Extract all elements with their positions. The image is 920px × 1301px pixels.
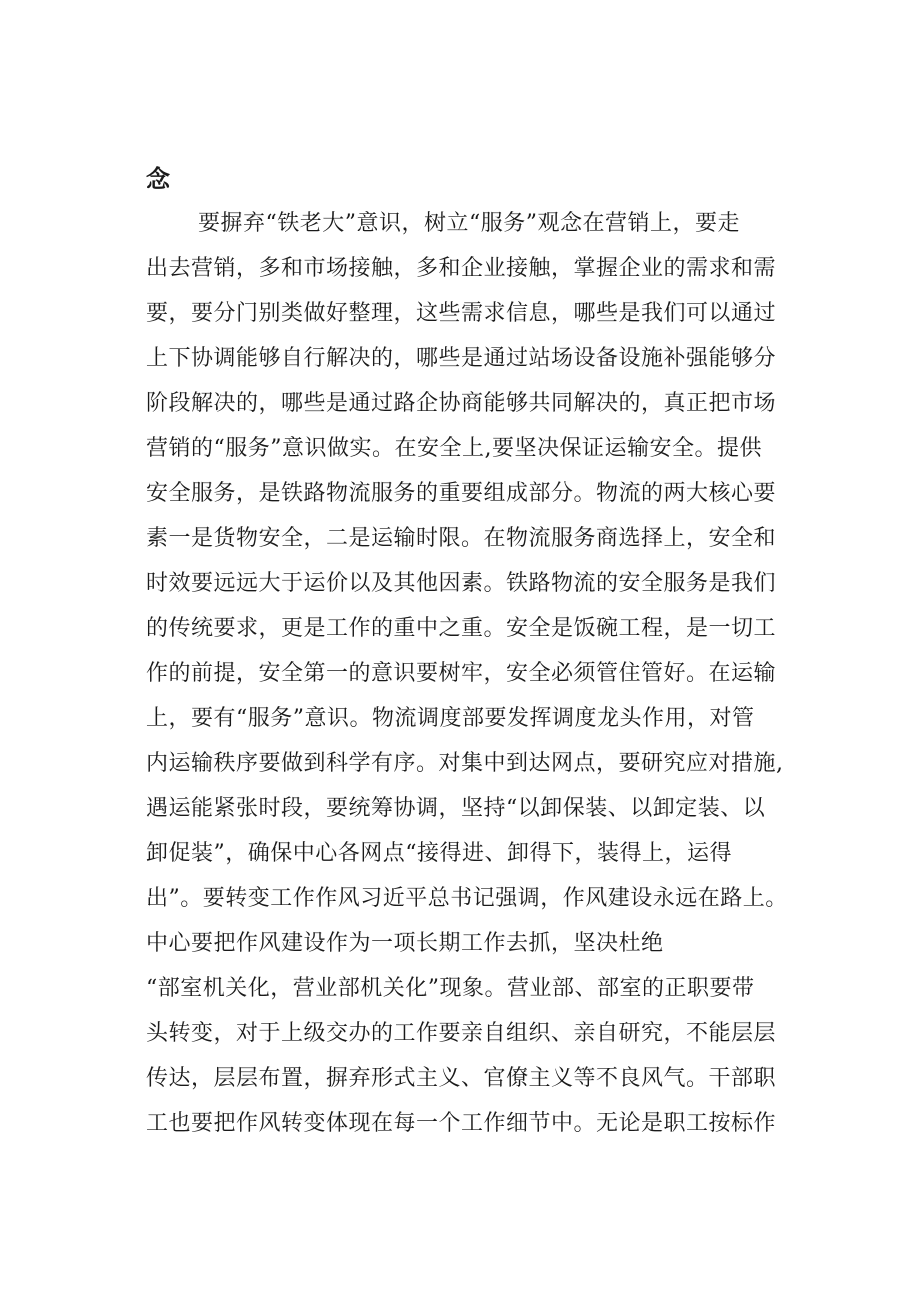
paragraph-line: 作的前提，安全第一的意识要树牢，安全必须管住管好。在运输: [146, 661, 777, 686]
paragraph-line: 传达，层层布置，摒弃形式主义、官僚主义等不良风气。干部职: [146, 1066, 777, 1091]
paragraph-line: 中心要把作风建设作为一项长期工作去抓，坚决杜绝: [146, 931, 664, 956]
paragraph-line: 遇运能紧张时段，要统筹协调，坚持“以卸保装、以卸定装、以: [146, 796, 766, 821]
paragraph-line: 工也要把作风转变体现在每一个工作细节中。无论是职工按标作: [146, 1111, 777, 1136]
paragraph-line: 的传统要求，更是工作的重中之重。安全是饭碗工程，是一切工: [146, 616, 777, 641]
paragraph-line: 出去营销，多和市场接触，多和企业接触，掌握企业的需求和需: [146, 256, 777, 281]
paragraph-line: 卸促装”，确保中心各网点“接得进、卸得下，装得上，运得: [146, 841, 732, 866]
paragraph-line: 上下协调能够自行解决的，哪些是通过站场设备设施补强能够分: [146, 346, 777, 371]
paragraph-line: “部室机关化，营业部机关化”现象。营业部、部室的正职要带: [146, 976, 755, 1001]
paragraph-line: 安全服务，是铁路物流服务的重要组成部分。物流的两大核心要: [146, 481, 777, 506]
paragraph-line: 素一是货物安全，二是运输时限。在物流服务商选择上，安全和: [146, 526, 777, 551]
paragraph-line: 内运输秩序要做到科学有序。对集中到达网点，要研究应对措施,: [146, 751, 784, 776]
paragraph-line: 头转变，对于上级交办的工作要亲自组织、亲自研究，不能层层: [146, 1021, 777, 1046]
paragraph-line: 要摒弃“铁老大”意识，树立“服务”观念在营销上，要走: [198, 211, 740, 236]
paragraph-line: 上，要有“服务”意识。物流调度部要发挥调度龙头作用，对管: [146, 706, 755, 731]
paragraph-line: 要，要分门别类做好整理，这些需求信息，哪些是我们可以通过: [146, 301, 777, 326]
paragraph-line: 出”。要转变工作作风习近平总书记强调，作风建设永远在路上。: [146, 886, 788, 911]
paragraph-line: 营销的“服务”意识做实。在安全上,要坚决保证运输安全。提供: [146, 436, 762, 461]
paragraph-line: 时效要远远大于运价以及其他因素。铁路物流的安全服务是我们: [146, 571, 777, 596]
heading-text: 念: [146, 164, 170, 193]
paragraph-line: 阶段解决的，哪些是通过路企协商能够共同解决的，真正把市场: [146, 391, 777, 416]
